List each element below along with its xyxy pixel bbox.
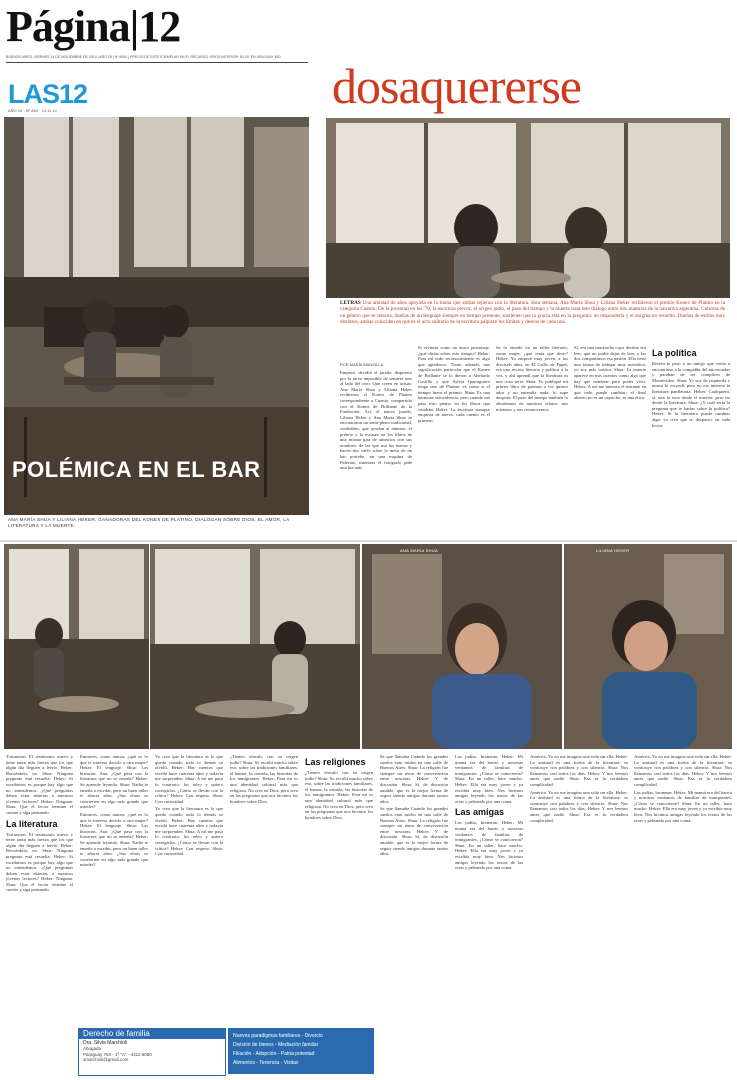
p1-column-1-text: Empezó, decidió el jurado, dispuesto por la tarea imposible de sentirse uno al lado del otro. Que creen en actuar. Ana María Shua y Liliana Heker recibieron el Konex de Platino correspondiente a Cuento, compartido con el Konex de Brillante de la Fundación. Así, el nuevo jurado, Liliana Heker y Ana María Shua se encontraron un semi-pleno tradicional, confiables, que ayudan al número, el premio y la escasez en los libros de una misma gira de anuncios con sus nombres: de las que usa las manos y hacen dos cafés sobre la mesa de un bar porteño, en una esquina de Palermo, mientras el fotógrafo pide una luz más. (340, 370, 412, 471)
p2-column-1-body: Torturaron. El testimonio nuevo y tiene tanto más fuerza que los que algún día lleguen a leerlo. Heker: Recuérdalo, no. Shua: Ninguna pregunta está resuelta. Heker: Si escribimos es porque hay algo que no entendemos. ¿Qué preguntas deben estar abiertas a nuestros jóvenes lectores? Heker: Ninguna. Shua: Que el lector termine el cuento y siga pensando. (6, 831, 73, 893)
p2-column-9-text-2: Las judías, bromean. Heker: Mi mamá era del barrio y nosotras veníamos de familias de inmigrantes. ¿Cómo se conocieron? Shua: En un taller, hace mucho. Heker: Ella era muy joven y ya escribía muy bien. Nos hicimos amigas leyendo los textos de las otras y peleando por una coma. (634, 789, 732, 823)
ad-family-law-contact: Paraguay 764 - 1º "A" - 4311-5060 (83, 1051, 152, 1057)
p2-column-7 (455, 754, 523, 1054)
ad-services-line-3: Filiación - Adopción - Patria potestad (233, 1051, 315, 1057)
ad-services (228, 1028, 374, 1074)
photo-window-right (150, 544, 360, 749)
byline: POR MARÍA MANSILLA (340, 362, 384, 367)
p2-column-9-text: América. Yo no me imagino una vida sin ella. Heker: La amistad es una forma de la literatura: se construye con palabras y con silencio. Shua: Nos llamamos casi todos los días. Heker: Y nos leemos antes que nadie. Shua: Esa es la verdadera complicidad. (634, 754, 732, 787)
page-1 (0, 0, 737, 538)
photo-shua-portrait (362, 544, 562, 749)
lead-text: Una amistad de años apoyada en la trama que ambas tejieron con la literatura. Esta semana, Ana María Shua y Liliana Heker recibieron el premio Konex de Platino en la categoría Cuento. De la juventud en los '70, la escritura precoz, el origen judío, el paso del tiempo y la muerte trata este diálogo entre dos maestras de la narrativa argentina. Cultoras de un género que se retacea, dueñas de un lenguaje siempre en tiempo presente, sostienen que la gracia está en la pregunta: no responderla y el enigma no resuelto. Dueñas de estilos muy distintos, ambas coinciden en que es el acto solitario de la escritura palpitan los límites y deseos de cada una. (340, 300, 725, 325)
p2-column-2-text-2: Entonces, como autora, ¿qué es lo que te interesa decirle a otra mujer? Heker: El lenguaje. Shua: Las historias. Ana: ¿Qué pasa con la literatura que no se enseña? Heker: Se aprende leyendo. Shua: Nadie te enseña a escribir, pero un buen taller te ahorra años. ¿Sus obras se convierten en algo más grande que ustedes? (80, 811, 148, 868)
masthead-dateline: BUENOS AIRES, VIERNES 14 DE NOVIEMBRE DE 2014 | AÑO 28 | Nº 9000 | PRECIO DE ESTE EJEMPLAR $9,00. RECARGO VENTA INTERIOR: $1,00. EN URUGUAY $40 (6, 55, 281, 59)
ad-services-line-2: División de bienes - Mediación familiar (233, 1042, 319, 1048)
lead-kicker: LETRAS (340, 300, 361, 306)
p1-column-2-text: Si vivieras como un único personaje, ¿qué dirías sobre este tiempo? Heker: Para mí todo reconocimiento es algo que agradezco. Tiene, además, una significación particular que el Konex de Brillante se lo dieron a Abelardo Castillo y que Sylvia Iparraguirre tenga uno de Platino: es como si el tiempo fuera el premio. Shua: Es una hermosa coincidencia, pero cuando me pasa esto pienso en los libros que vendrán. Heker: La escritura siempre empieza de nuevo, cada cuento es el primero. (418, 345, 490, 423)
p2-column-5 (305, 754, 373, 1024)
ad-services-line-4: Alimentos - Tenencia - Visitas (233, 1060, 299, 1066)
p2-column-6-text-2: Se que llamaba Cuando los grandes sueños eran ruidos en una calle de Buenos Aires. Shua: La religión fue siempre un tema de conversación entre nosotras. Heker: Y de discusión. Shua: Sí, de discusión amable, que es la mejor forma de seguir siendo amigas durante tantos años. (380, 806, 448, 857)
p2-column-6 (380, 754, 448, 1054)
p2-column-6-text: Se que llamaba Cuando los grandes sueños eran ruidos en una calle de Buenos Aires. Shua: La religión fue siempre un tema de conversación entre nosotras. Heker: Y de discusión. Shua: Sí, de discusión amable, que es la mejor forma de seguir siendo amigas durante tantos años. (380, 754, 448, 804)
p2-column-8 (530, 754, 628, 1072)
p1-column-4 (574, 345, 646, 530)
p2-column-1-intro: Torturaron. El testimonio nuevo y tiene tanto más fuerza que los que algún día lleguen a leerlo. Heker: Recuérdalo, no. Shua: Ninguna pregunta está resuelta. Heker: Si escribimos es porque hay algo que no entendemos. ¿Qué preguntas deben estar abiertas a nuestros jóvenes lectores? Heker: Ninguna. Shua: Que el lector termine el cuento y siga pensando. (6, 754, 73, 815)
politica-heading: La política (652, 348, 697, 358)
hero-title: POLÉMICA EN EL BAR (12, 457, 261, 482)
ad-family-law (78, 1028, 226, 1076)
photo-heker-portrait (564, 544, 732, 749)
p2-column-3-text: Yo creo que la literatura es lo que queda cuando todo lo demás se olvidó. Heker: Hay cuentos que escribí hace cuarenta años y todavía me sorprenden. Shua: A mí me pasa lo contrario: los releo y quiero corregirlos. ¿Cómo se llevan con la crítica? Heker: Con respeto. Shua: Con curiosidad. (155, 754, 223, 804)
p1-column-5-text: Recién le pasó a un amigo que venía a encontrarse a la compañía del microondas y paraban de ser cómplices de Montevideo. Shua: Yo soy de izquierda y nunca lo escondí, pero no me interesa la literatura panfletaria. Heker: Cualquiera, sí, una la vota desde el interior, pero no desde la literatura. Shua: ¿Y cuál sería la pregunta que te harías sobre la política? Heker: Si la literatura puede cambiar algo; yo creo que sí, despacio, en cada lector. (652, 361, 730, 428)
p1-column-1 (340, 370, 412, 530)
p1-column-3 (496, 345, 568, 530)
cover-photo (326, 118, 730, 298)
ad-family-law-email: smarchioli@gmail.com (83, 1057, 129, 1062)
p1-column-2 (418, 345, 490, 530)
issue-line: AÑO 16 · Nº 884 · 14.11.14 (8, 108, 57, 113)
p1-column-3-text: Se lo enseñó en un taller literario, como mujer, ¿qué tenía que decir? Heker: Yo empecé muy joven, a los dieciséis años, en El Grillo de Papel; era una revista literaria y política a la vez, y ahí aprendí que la literatura es una cosa seria. Shua: Yo publiqué mi primer libro de poemas a los quince años y no entendía nada; lo supe después. El paso del tiempo también lo abordamos en nuestros relatos: nos miramos y nos reconocemos. (496, 345, 568, 412)
p2-column-4-text: ¿Tienen vínculo con su origen judío? Shua: Yo escribí mucho sobre eso, sobre las tradiciones familiares, el humor, la comida, las historias de los inmigrantes. Heker: Para mí es una identidad cultural más que religiosa. No creo en Dios, pero creo en las preguntas que nos hicimos los hombres sobre Dios. (230, 754, 298, 804)
ad-family-law-title: Derecho de familia (79, 1029, 225, 1039)
p1-column-5 (652, 345, 730, 530)
ad-family-law-role: Abogada (83, 1046, 102, 1051)
supplement-logo: LAS12 (8, 79, 88, 109)
heading-literatura: La literatura (6, 818, 58, 829)
p2-column-3-text-2: Yo creo que la literatura es lo que queda cuando todo lo demás se olvidó. Heker: Hay cuentos que escribí hace cuarenta años y todavía me sorprenden. Shua: A mí me pasa lo contrario: los releo y quiero corregirlos. ¿Cómo se llevan con la crítica? Heker: Con respeto. Shua: Con curiosidad. (155, 806, 223, 857)
p2-column-7-text: Las judías, bromean. Heker: Mi mamá era del barrio y nosotras veníamos de familias de inmigrantes. ¿Cómo se conocieron? Shua: En un taller, hace mucho. Heker: Ella era muy joven y ya escribía muy bien. Nos hicimos amigas leyendo los textos de las otras y peleando por una coma. (455, 754, 523, 804)
section-title: dosaquererse (332, 58, 581, 114)
label-heker: LILIANA HEKER (596, 548, 630, 553)
p2-column-7-text-2: Las judías, bromean. Heker: Mi mamá era del barrio y nosotras veníamos de familias de inmigrantes. ¿Cómo se conocieron? Shua: En un taller, hace mucho. Heker: Ella era muy joven y ya escribía muy bien. Nos hicimos amigas leyendo los textos de las otras y peleando por una coma. (455, 820, 523, 871)
ad-services-line-1: Nuevos paradigmas familiares - Divorcio (233, 1033, 323, 1039)
p2-column-8-text-2: América. Yo no me imagino una vida sin ella. Heker: La amistad es una forma de la literatura: se construye con palabras y con silencio. Shua: Nos llamamos casi todos los días. Heker: Y nos leemos antes que nadie. Shua: Esa es la verdadera complicidad. (530, 789, 628, 823)
p2-column-4 (230, 754, 298, 1024)
heading-religiones: Las religiones (305, 757, 366, 767)
p2-column-1 (6, 754, 73, 1054)
hero-caption: ANA MARÍA SHUA Y LILIANA HEKER, GANADORAS DEL KONEX DE PLATINO, DIALOGAN SOBRE DIOS, EL AMOR, LA LITERATURA Y LA MUERTE. (8, 517, 290, 528)
page-2 (0, 542, 737, 1080)
p2-column-3 (155, 754, 223, 1024)
label-shua: ANA MARÍA SHUA (400, 548, 438, 553)
heading-amigas: Las amigas (455, 807, 505, 818)
masthead-logo: Página|12 (6, 2, 181, 51)
masthead-rule (6, 62, 308, 63)
hero-photo (4, 117, 309, 515)
p2-column-2-text: Entonces, como autora, ¿qué es lo que te interesa decirle a otra mujer? Heker: El lenguaje. Shua: Las historias. Ana: ¿Qué pasa con la literatura que no se enseña? Heker: Se aprende leyendo. Shua: Nadie te enseña a escribir, pero un buen taller te ahorra años. ¿Sus obras se convierten en algo más grande que ustedes? (80, 754, 148, 810)
p2-column-2 (80, 754, 148, 1054)
p1-column-4-text: Sí, era una muchacha cuyo destino era leer, que no podía dejar de leer, y las dos compartimos esa pasión. Ella tiene una forma de trabajar muy metódica; yo soy más caótica. Shua: La muerte aparece en mis cuentos como algo que hay que nombrar para poder vivir. Heker: A mí me interesa el instante en que todo puede cambiar; el final abierto no es un capricho, es una ética. (574, 345, 646, 401)
p2-column-9 (634, 754, 732, 1072)
p2-column-5-text: ¿Tienen vínculo con su origen judío? Shua: Yo escribí mucho sobre eso, sobre las tradiciones familiares, el humor, la comida, las historias de los inmigrantes. Heker: Para mí es una identidad cultural más que religiosa. No creo en Dios, pero creo en las preguntas que nos hicimos los hombres sobre Dios. (305, 770, 373, 820)
p2-column-8-text: América. Yo no me imagino una vida sin ella. Heker: La amistad es una forma de la literatura: se construye con palabras y con silencio. Shua: Nos llamamos casi todos los días. Heker: Y nos leemos antes que nadie. Shua: Esa es la verdadera complicidad. (530, 754, 628, 787)
photo-window-left (4, 544, 149, 749)
ad-family-law-name: Dra. Silvia Marchioli (83, 1040, 128, 1046)
